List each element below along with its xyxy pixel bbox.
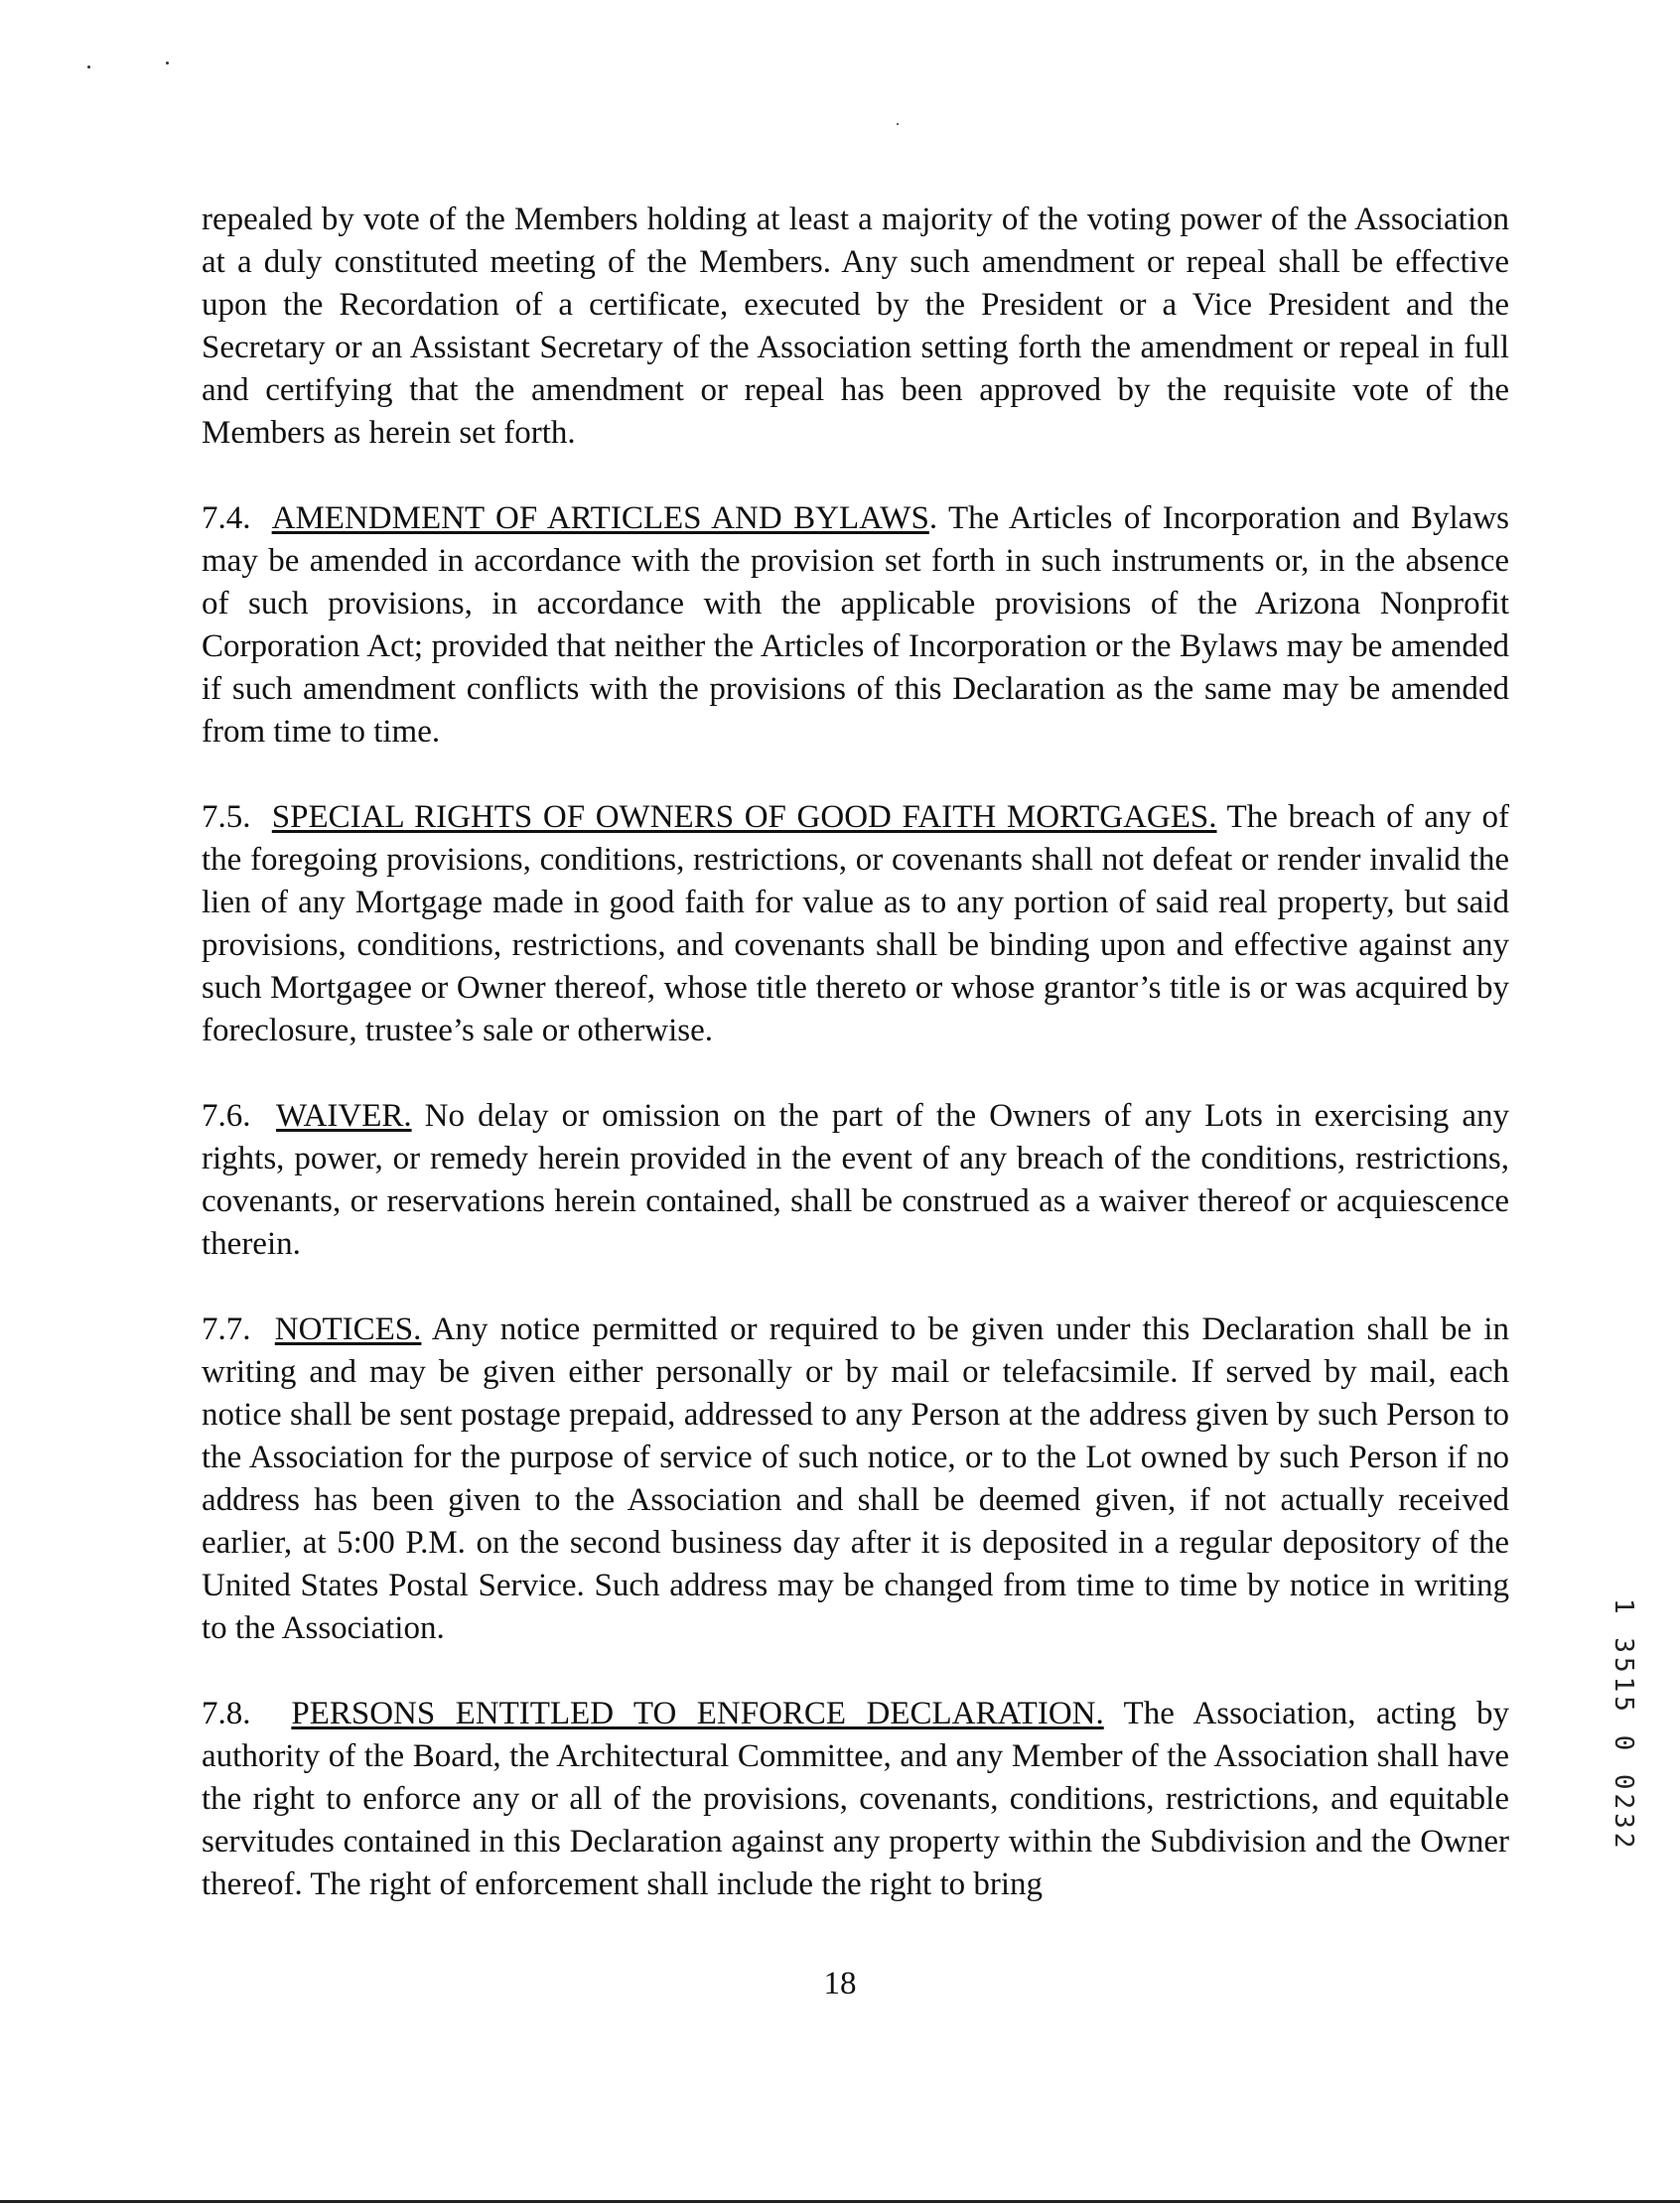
section-body: The Association, acting by authority of the Board, the Architectural Committee, and any Member of the Association shall have the right to enforce any or all of the provisions, covenants, conditions, restrictions, and equitable servitudes contained in this Declaration against any property within the Subdivision and the Owner thereof. The right of enforcement shall include the right to bring bbox=[202, 1696, 1509, 1902]
section-number: 7.6. bbox=[202, 1098, 251, 1134]
section-body: The breach of any of the foregoing provisions, conditions, restrictions, or covenants shall not defeat or render invalid the lien of any Mortgage made in good faith for value as to any portion of said real property, but said provisions, conditions, restrictions, and covenants shall be binding upon and effective against any such Mortgagee or Owner thereof, whose title thereto or whose grantor’s title is or was acquired by foreclosure, trustee’s sale or otherwise. bbox=[202, 799, 1510, 1048]
section-7-7 bbox=[202, 1309, 1509, 1650]
scan-speck bbox=[897, 123, 899, 125]
scan-speck bbox=[87, 66, 90, 69]
section-body: No delay or omission on the part of the Owners of any Lots in exercising any rights, power, or remedy herein provided in the event of any breach of the conditions, restrictions, covenants, or reservations herein contained, shall be construed as a waiver thereof or acquiescence therein. bbox=[202, 1098, 1509, 1262]
section-number: 7.5. bbox=[202, 799, 251, 835]
section-heading: NOTICES. bbox=[274, 1311, 422, 1347]
continued-paragraph: repealed by vote of the Members holding at least a majority of the voting power of the Association at a duly constituted meeting of the Members. Any such amendment or repeal shall be effective upon the Recordation of a certificate, executed by the President or a Vice President and the Secretary or an Assistant Secretary of the Association setting forth the amendment or repeal in full and certifying that the amendment or repeal has been approved by the requisite vote of the Members as herein set forth. bbox=[202, 202, 1509, 451]
scan-speck bbox=[166, 62, 169, 65]
section-body: Any notice permitted or required to be given under this Declaration shall be in writing and may be given either personally or by mail or telefacsimile. If served by mail, each notice shall be sent postage prepaid, addressed to any Person at the address given by such Person to the Association for the purpose of service of such notice, or to the Lot owned by such Person if no address has been given to the Association and shall be deemed given, if not actually received earlier, at 5:00 P.M. on the second business day after it is deposited in a regular depository of the United States Postal Service. Such address may be changed from time to time by notice in writing to the Association. bbox=[202, 1311, 1509, 1646]
section-7-8 bbox=[202, 1693, 1509, 1906]
page-number: 18 bbox=[823, 1966, 857, 2001]
section-7-4 bbox=[202, 497, 1509, 754]
section-heading: AMENDMENT OF ARTICLES AND BYLAWS bbox=[271, 500, 929, 536]
scan-edge-line bbox=[0, 2200, 1680, 2203]
section-7-5 bbox=[202, 796, 1509, 1052]
section-heading: PERSONS ENTITLED TO ENFORCE DECLARATION. bbox=[291, 1696, 1104, 1731]
section-heading: SPECIAL RIGHTS OF OWNERS OF GOOD FAITH MORTGAGES. bbox=[271, 799, 1217, 835]
recording-stamp bbox=[1609, 1598, 1648, 1876]
section-body: . The Articles of Incorporation and Bylaws may be amended in accordance with the provision set forth in such instruments or, in the absence of such provisions, in accordance with the applicable provisions of the Arizona Nonprofit Corporation Act; provided that neither the Articles of Incorporation or the Bylaws may be amended if such amendment conflicts with the provisions of this Declaration as the same may be amended from time to time. bbox=[202, 500, 1509, 750]
recording-stamp-text: 1 3515 0 0232 bbox=[1609, 1598, 1638, 1853]
document-body bbox=[202, 199, 1509, 1906]
section-number: 7.7. bbox=[202, 1311, 251, 1347]
section-heading: WAIVER. bbox=[276, 1098, 412, 1134]
section-7-6 bbox=[202, 1095, 1509, 1266]
section-number: 7.8. bbox=[202, 1696, 251, 1731]
section-number: 7.4. bbox=[202, 500, 251, 536]
